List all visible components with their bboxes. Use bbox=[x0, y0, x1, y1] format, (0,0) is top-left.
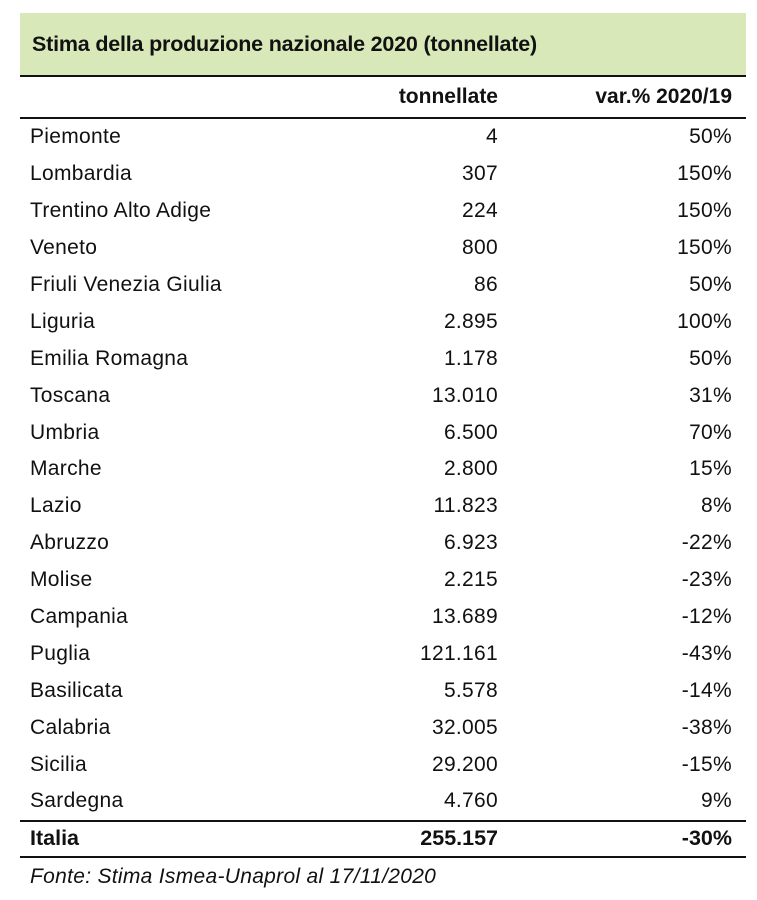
row-region: Piemonte bbox=[30, 125, 122, 149]
row-region: Puglia bbox=[30, 641, 91, 665]
row-region: Umbria bbox=[30, 420, 100, 444]
table-row bbox=[20, 377, 746, 414]
row-variation: -15% bbox=[681, 752, 732, 776]
table-row bbox=[20, 193, 746, 230]
table-title: Stima della produzione nazionale 2020 (tonnellate) bbox=[20, 13, 746, 77]
total-row bbox=[20, 820, 746, 858]
row-region: Lombardia bbox=[30, 162, 132, 186]
row-tons: 86 bbox=[474, 273, 498, 296]
row-variation: 50% bbox=[689, 273, 732, 296]
table-row bbox=[20, 414, 746, 451]
row-tons: 307 bbox=[462, 162, 498, 186]
row-region: Veneto bbox=[30, 236, 98, 260]
row-tons: 800 bbox=[462, 236, 498, 260]
row-variation: 100% bbox=[677, 309, 732, 333]
total-tons: 255.157 bbox=[420, 826, 498, 851]
row-tons: 6.923 bbox=[443, 531, 498, 555]
table-row bbox=[20, 156, 746, 193]
row-tons: 2.215 bbox=[443, 568, 498, 592]
row-variation: 15% bbox=[689, 457, 732, 481]
row-variation: 31% bbox=[689, 383, 732, 407]
table-row bbox=[20, 488, 746, 525]
row-region: Campania bbox=[30, 605, 129, 629]
row-region: Liguria bbox=[30, 309, 96, 333]
table-row bbox=[20, 451, 746, 488]
row-variation: -12% bbox=[681, 605, 732, 629]
row-tons: 6.500 bbox=[443, 420, 498, 444]
row-tons: 224 bbox=[462, 199, 498, 223]
table-row bbox=[20, 119, 746, 156]
row-tons: 29.200 bbox=[431, 752, 498, 776]
total-variation: -30% bbox=[681, 826, 732, 851]
row-variation: 150% bbox=[677, 199, 732, 223]
total-region: Italia bbox=[30, 826, 79, 851]
table-row bbox=[20, 599, 746, 636]
table-row bbox=[20, 672, 746, 709]
table-row bbox=[20, 783, 746, 820]
row-variation: -23% bbox=[681, 568, 732, 592]
row-variation: -38% bbox=[681, 715, 732, 739]
row-variation: -43% bbox=[681, 641, 732, 665]
row-region: Marche bbox=[30, 457, 102, 481]
row-variation: -22% bbox=[681, 531, 732, 555]
table-row bbox=[20, 635, 746, 672]
header-tons: tonnellate bbox=[398, 85, 498, 108]
row-variation: 150% bbox=[677, 236, 732, 260]
table-row bbox=[20, 303, 746, 340]
row-tons: 32.005 bbox=[431, 715, 498, 739]
table-row bbox=[20, 709, 746, 746]
table-row bbox=[20, 562, 746, 599]
row-tons: 5.578 bbox=[443, 678, 498, 702]
row-region: Basilicata bbox=[30, 678, 123, 702]
row-variation: 8% bbox=[701, 494, 732, 518]
table-row bbox=[20, 525, 746, 562]
header-variation: var.% 2020/19 bbox=[595, 85, 732, 108]
row-tons: 2.800 bbox=[443, 457, 498, 481]
row-region: Sicilia bbox=[30, 752, 87, 776]
row-variation: -14% bbox=[681, 678, 732, 702]
row-variation: 50% bbox=[689, 346, 732, 370]
table-body bbox=[20, 119, 746, 820]
row-tons: 4 bbox=[486, 125, 498, 149]
row-region: Toscana bbox=[30, 383, 111, 407]
row-variation: 50% bbox=[689, 125, 732, 149]
row-region: Abruzzo bbox=[30, 531, 110, 555]
production-table bbox=[20, 13, 746, 896]
row-tons: 4.760 bbox=[443, 789, 498, 813]
header-row bbox=[20, 77, 746, 119]
row-tons: 11.823 bbox=[433, 494, 498, 518]
row-tons: 121.161 bbox=[419, 641, 498, 665]
table-row bbox=[20, 230, 746, 267]
table-row bbox=[20, 267, 746, 304]
row-tons: 1.178 bbox=[443, 346, 498, 370]
row-variation: 150% bbox=[677, 162, 732, 186]
row-tons: 2.895 bbox=[443, 309, 498, 333]
row-variation: 9% bbox=[701, 789, 732, 813]
row-region: Calabria bbox=[30, 715, 111, 739]
source-note: Fonte: Stima Ismea-Unaprol al 17/11/2020 bbox=[30, 864, 437, 888]
row-tons: 13.010 bbox=[431, 383, 498, 407]
row-region: Lazio bbox=[30, 494, 82, 518]
row-region: Emilia Romagna bbox=[30, 346, 189, 370]
row-tons: 13.689 bbox=[431, 605, 498, 629]
row-variation: 70% bbox=[689, 420, 732, 444]
row-region: Molise bbox=[30, 568, 93, 592]
row-region: Sardegna bbox=[30, 789, 124, 813]
row-region: Friuli Venezia Giulia bbox=[30, 273, 222, 296]
table-row bbox=[20, 340, 746, 377]
row-region: Trentino Alto Adige bbox=[30, 199, 212, 223]
table-row bbox=[20, 746, 746, 783]
